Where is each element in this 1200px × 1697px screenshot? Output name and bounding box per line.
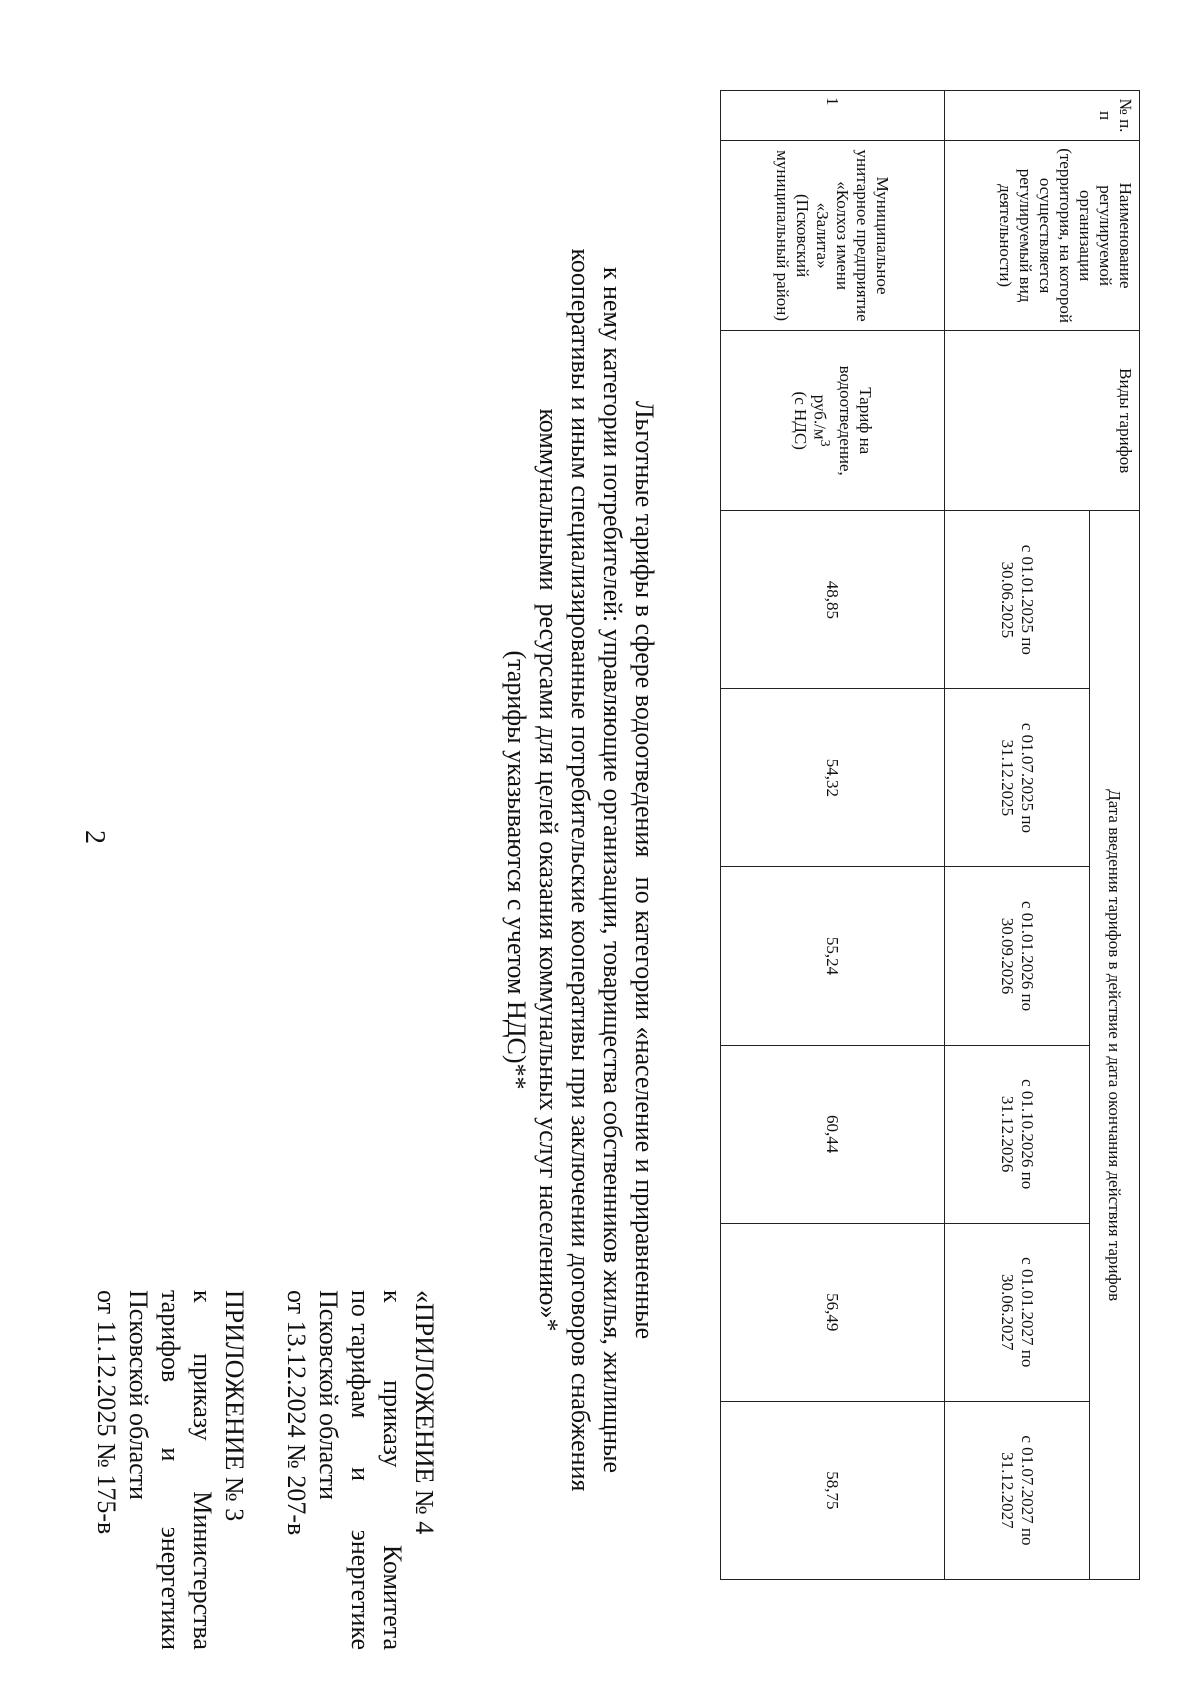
header-number: № п. п xyxy=(945,91,1140,141)
annex-header-previous xyxy=(280,1290,440,1650)
annex-title: «ПРИЛОЖЕНИЕ № 4 xyxy=(410,1290,439,1535)
annex-line xyxy=(344,1290,376,1650)
tariff-name: Тариф на водоотведение, xyxy=(836,365,876,476)
organization-name: Муниципальное унитарное предприятие «Колхоз имени «Залита» xyxy=(813,149,893,322)
title-line: (тарифы указываются с учетом НДС)** xyxy=(502,650,531,1090)
annex-word: приказу xyxy=(378,1380,407,1468)
annex-word: и xyxy=(156,1447,185,1462)
annex-word: энергетике xyxy=(346,1529,375,1650)
annex-region: Псковской области xyxy=(314,1290,343,1500)
organization-territory: (Псковский муниципальный район) xyxy=(773,150,813,322)
title-line: к нему категории потребителей: управляющие организации, товарищества собственников жилья, жилищные xyxy=(598,266,627,1474)
annex-line xyxy=(186,1290,218,1650)
tariff-value: 56,49 xyxy=(721,1223,945,1401)
annex-word: к xyxy=(188,1290,217,1303)
header-period: с 01.01.2027 по 30.06.2027 xyxy=(945,1223,1090,1401)
header-organization: Наименование регулируемой организации (территория, на которой осуществляется регулируемый вид деятельности) xyxy=(945,141,1140,331)
tariff-value: 60,44 xyxy=(721,1045,945,1223)
tariff-value: 48,85 xyxy=(721,511,945,689)
page-number: 2 xyxy=(79,830,110,844)
tariff-value: 54,32 xyxy=(721,689,945,867)
header-period: с 01.07.2025 по 31.12.2025 xyxy=(945,689,1090,867)
header-period: с 01.01.2026 по 30.09.2026 xyxy=(945,867,1090,1045)
header-period-group: Дата введения тарифов в действие и дата окончания действия тарифов xyxy=(1090,511,1140,1580)
annex-header-current xyxy=(90,1290,250,1650)
title-line: Льготные тарифы в сфере водоотведения по категории «население и приравненные xyxy=(630,400,659,1340)
annex-line xyxy=(154,1290,186,1650)
document-title xyxy=(500,200,660,1540)
annex-word: приказу xyxy=(188,1353,217,1441)
annex-word: по тарифам xyxy=(346,1290,375,1419)
annex-title: ПРИЛОЖЕНИЕ № 3 xyxy=(220,1290,249,1522)
tariff-unit-superscript: 3 xyxy=(817,439,834,447)
header-period: с 01.07.2027 по 31.12.2027 xyxy=(945,1401,1090,1579)
annex-word: тарифов xyxy=(156,1290,185,1383)
annex-line xyxy=(376,1290,408,1650)
header-period: с 01.10.2026 по 31.12.2026 xyxy=(945,1045,1090,1223)
table-row xyxy=(721,91,945,1580)
title-line: кооперативы и иным специализированные потребительские кооперативы при заключении договоров снабжения xyxy=(566,248,595,1492)
tariff-unit xyxy=(810,337,836,504)
row-number: 1 xyxy=(721,91,945,141)
annex-word: энергетики xyxy=(156,1526,185,1650)
row-organization xyxy=(721,141,945,331)
tariff-value: 55,24 xyxy=(721,867,945,1045)
tariff-unit-text: руб./м xyxy=(810,394,830,440)
annex-word: к xyxy=(378,1290,407,1303)
tariff-vat-note: (с НДС) xyxy=(790,391,810,450)
row-tariff-type xyxy=(721,331,945,511)
annex-word: и xyxy=(346,1467,375,1482)
annex-order-date: от 13.12.2024 № 207-в xyxy=(282,1290,311,1536)
annex-region: Псковской области xyxy=(124,1290,153,1500)
title-line: коммунальными ресурсами для целей оказания коммунальных услуг населению»* xyxy=(534,408,563,1332)
annex-word: Комитета xyxy=(378,1544,407,1650)
annex-word: Министерства xyxy=(188,1491,217,1650)
header-period: с 01.01.2025 по 30.06.2025 xyxy=(945,511,1090,689)
tariff-value: 58,75 xyxy=(721,1401,945,1579)
header-tariff-type: Виды тарифов xyxy=(945,331,1140,511)
tariff-table xyxy=(720,90,1140,1580)
annex-order-date: от 11.12.2025 № 175-в xyxy=(92,1290,121,1535)
rotated-landscape-sheet xyxy=(20,50,1180,1650)
